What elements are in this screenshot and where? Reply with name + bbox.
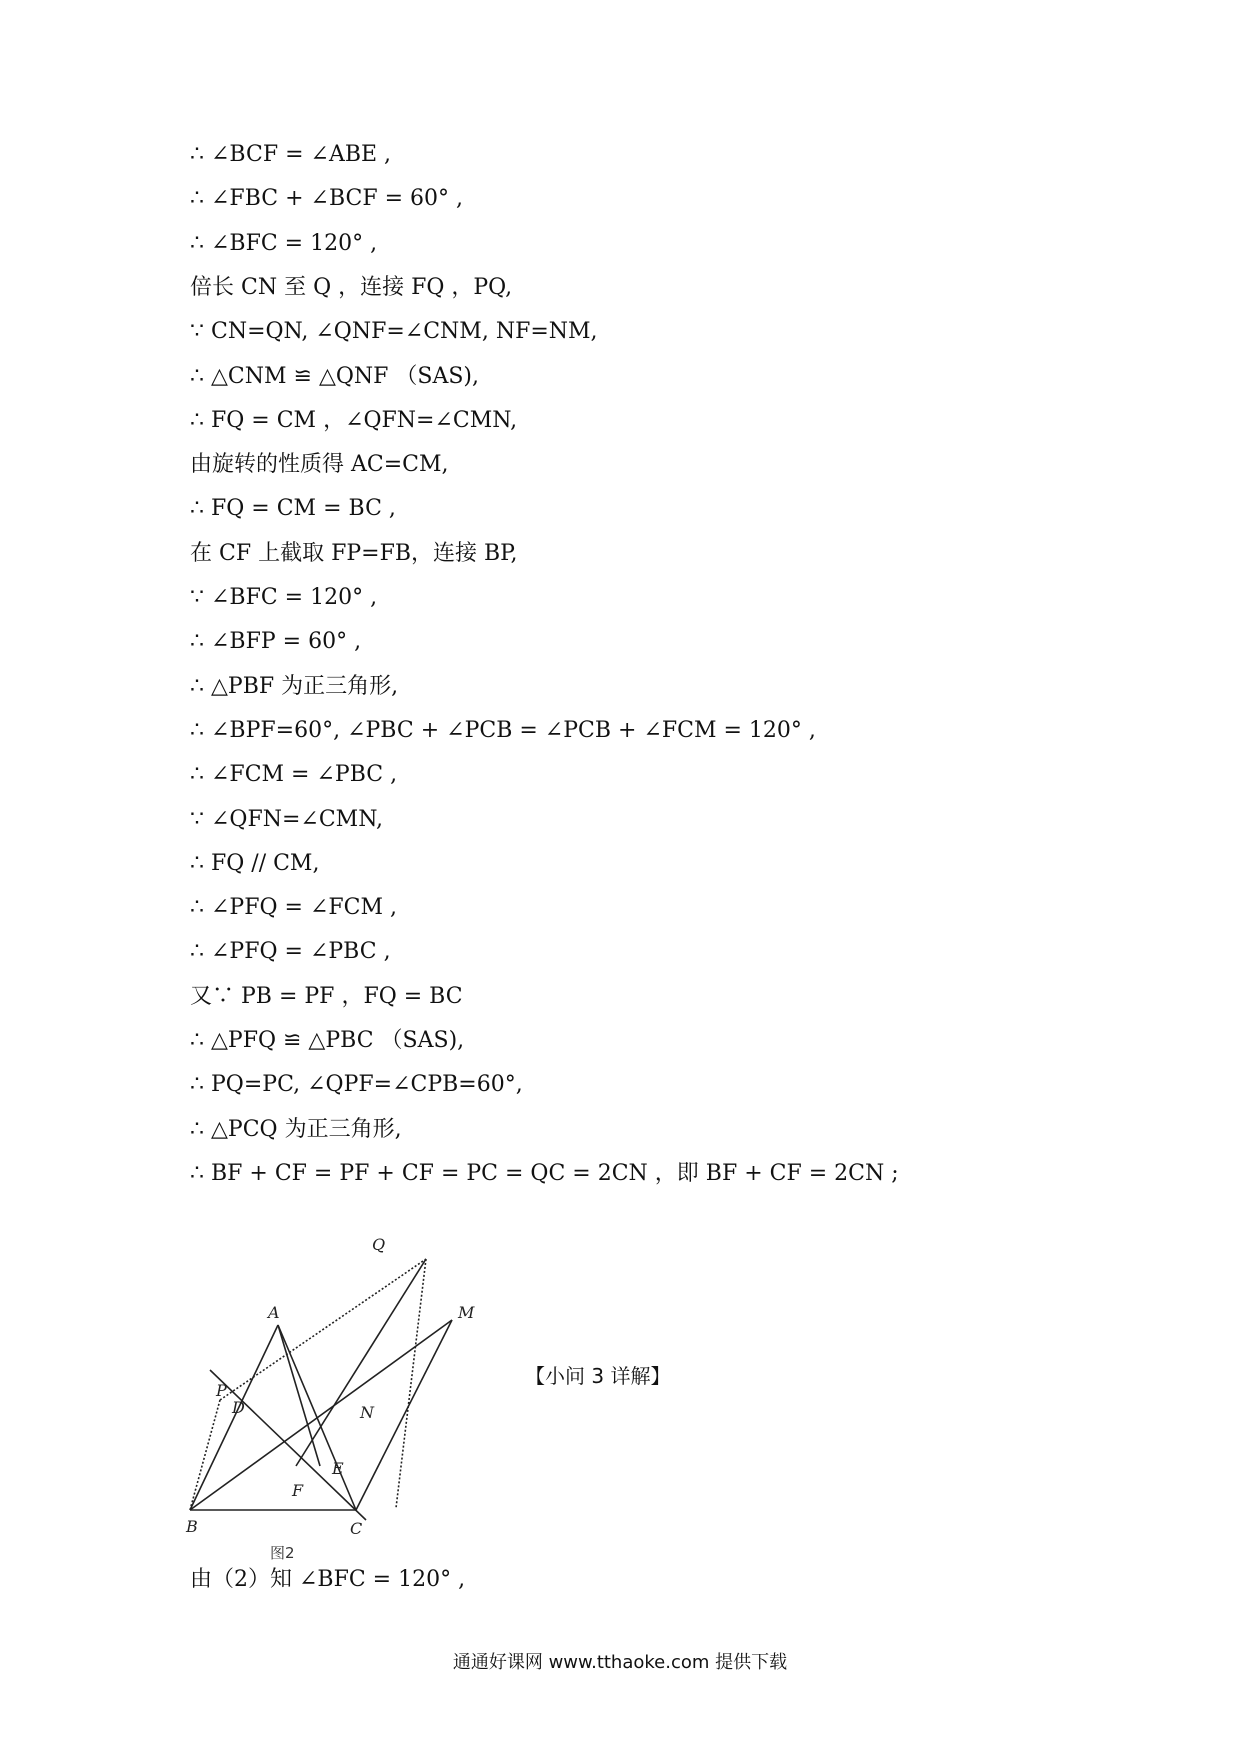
proof-line: ∴ △PFQ ≌ △PBC （SAS), [190, 1028, 465, 1053]
proof-line: ∴ ∠FCM = ∠PBC , [190, 762, 398, 788]
proof-line: 在 CF 上截取 FP=FB，连接 BP, [190, 540, 518, 566]
figure-lines [190, 1259, 452, 1520]
label-D: D [232, 1398, 245, 1417]
proof-line: ∵ CN=QN, ∠QNF=∠CNM, NF=NM, [190, 319, 598, 345]
segment-PQ [220, 1259, 426, 1400]
proof-line: ∴ △PCQ 为正三角形, [190, 1116, 402, 1142]
proof-line: ∵ ∠QFN=∠CMN, [190, 806, 384, 832]
figure-labels [185, 1235, 475, 1562]
segment-BM [190, 1320, 452, 1510]
segment-BA [190, 1325, 278, 1510]
proof-line: ∴ ∠PFQ = ∠FCM , [190, 895, 397, 921]
label-A: A [268, 1303, 280, 1322]
segment-FQ [296, 1259, 426, 1466]
proof-line: 倍长 CN 至 Q ，连接 FQ ，PQ, [190, 274, 513, 300]
label-M: M [458, 1303, 475, 1322]
proof-line: ∴ FQ = CM = BC , [190, 496, 396, 522]
proof-line: ∴ ∠BFC = 120° , [190, 230, 378, 256]
proof-line: ∴ ∠PFQ = ∠PBC , [190, 939, 391, 965]
proof-line: ∴ BF + CF = PF + CF = PC = QC = 2CN ，即 BF + CF = 2CN ; [190, 1160, 899, 1186]
figure-2-diagram [186, 1230, 670, 1562]
proof-line: ∴ △PBF 为正三角形, [190, 673, 399, 699]
proof-line: ∴ FQ = CM ，∠QFN=∠CMN, [190, 407, 518, 433]
sub-question-heading: 【小问 3 详解】 [525, 1364, 671, 1388]
proof-line: ∵ ∠BFC = 120° , [190, 585, 378, 610]
proof-line: 由旋转的性质得 AC=CM, [190, 452, 449, 478]
last-line: 由（2）知 ∠BFC = 120° , [190, 1567, 466, 1592]
label-P: P [216, 1381, 227, 1400]
label-B: B [186, 1517, 198, 1536]
proof-line: ∴ ∠BPF=60°, ∠PBC + ∠PCB = ∠PCB + ∠FCM = 120° , [190, 717, 816, 743]
proof-line: ∴ ∠FBC + ∠BCF = 60° , [190, 186, 464, 212]
label-N: N [360, 1403, 374, 1422]
figure-caption: 图2 [270, 1544, 295, 1562]
segment-QC [396, 1259, 426, 1508]
proof-line: ∴ △CNM ≌ △QNF （SAS), [190, 363, 480, 389]
proof-line: ∴ PQ=PC, ∠QPF=∠CPB=60°, [190, 1072, 523, 1098]
label-Q: Q [372, 1235, 386, 1254]
label-C: C [350, 1519, 363, 1538]
label-F: F [292, 1481, 304, 1500]
footer: 通通好课网 www.tthaoke.com 提供下载 [452, 1652, 788, 1673]
segment-AF [278, 1325, 320, 1466]
proof-line: ∴ ∠BCF = ∠ABE , [190, 142, 392, 167]
proof-line: ∴ FQ // CM, [190, 850, 320, 876]
label-E: E [332, 1459, 344, 1478]
geometry-figure [186, 1230, 670, 1562]
proof-line: ∴ ∠BFP = 60° , [190, 629, 362, 655]
proof-line: 又∵ PB = PF ，FQ = BC [190, 983, 463, 1009]
